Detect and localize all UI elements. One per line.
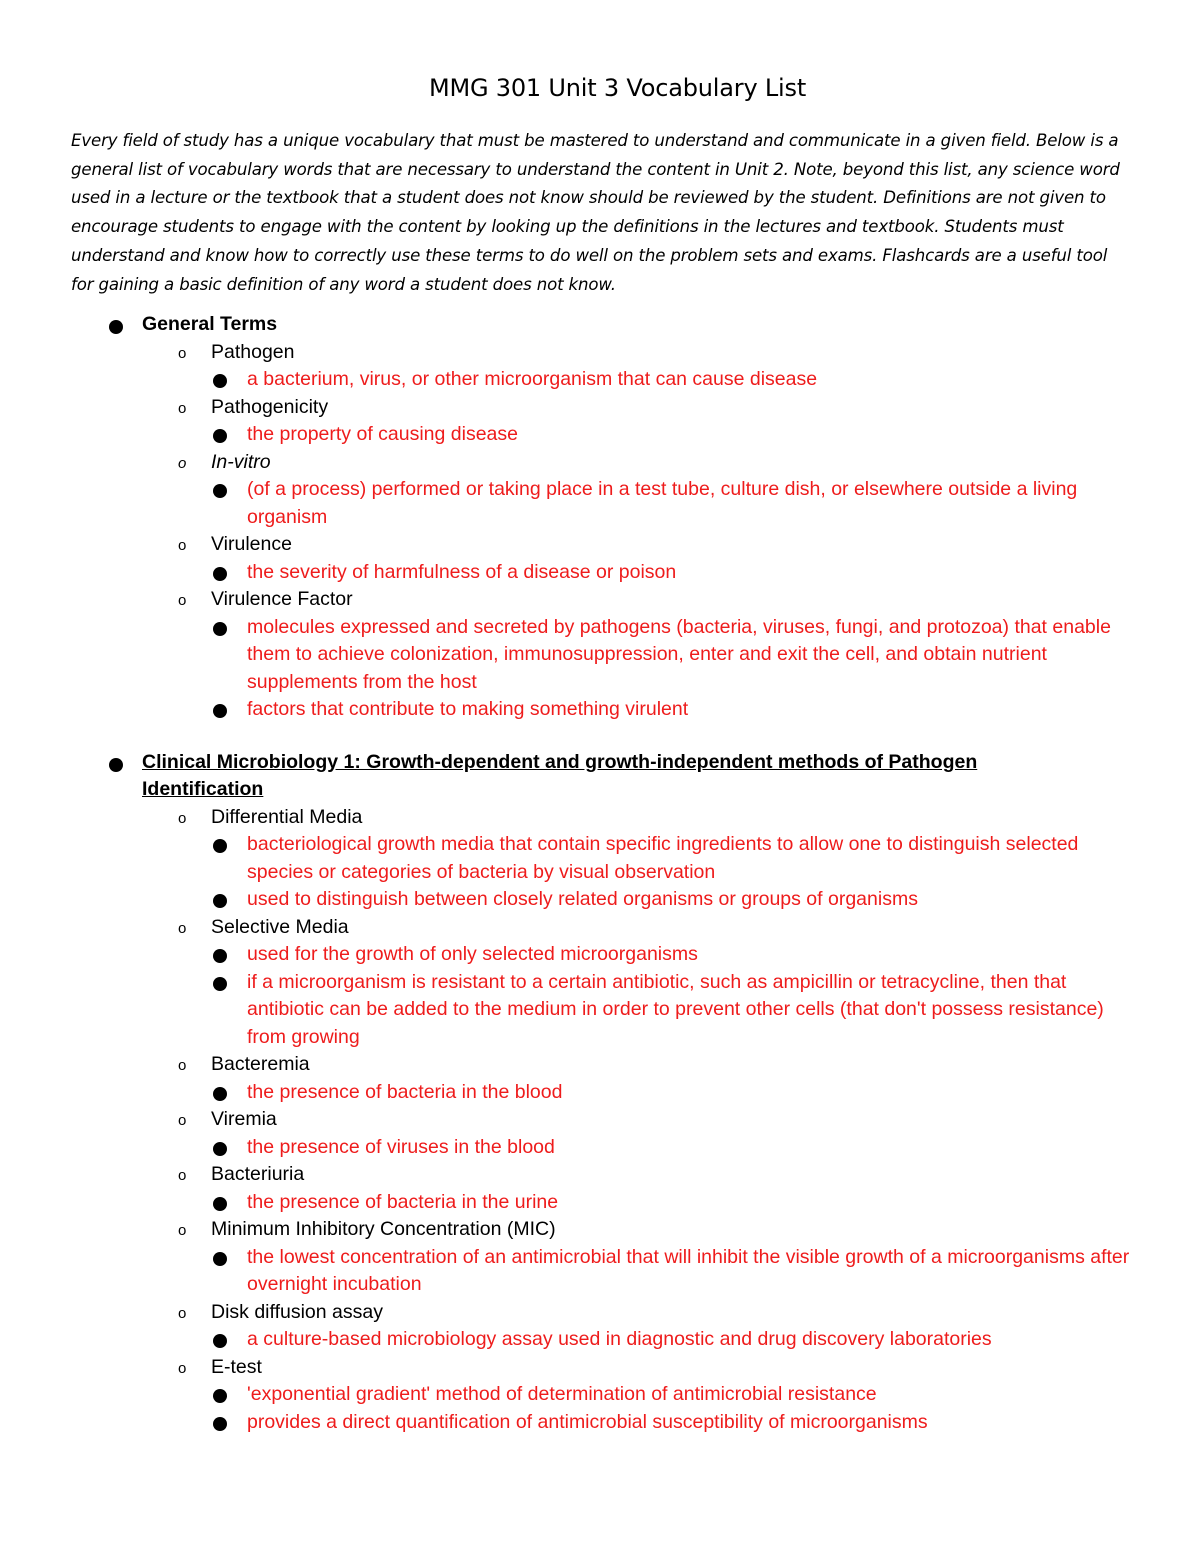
- definition-text: 'exponential gradient' method of determination of antimicrobial resistance: [247, 1383, 877, 1405]
- vocab-term: [0, 449, 1200, 477]
- sub-bullet-icon: o: [178, 399, 187, 417]
- definition-item: [0, 476, 1137, 531]
- definition-item: [0, 1079, 1137, 1107]
- definition-item: [0, 696, 1137, 724]
- vocab-term-text: Bacteremia: [211, 1053, 310, 1075]
- vocab-term-text: Virulence: [211, 533, 292, 555]
- vocab-term-text: Selective Media: [211, 915, 349, 938]
- definition-item: [0, 1409, 1137, 1437]
- vocab-term: [0, 1216, 1200, 1244]
- vocab-section: [0, 749, 1200, 1437]
- vocab-term-text: Minimum Inhibitory Concentration (MIC): [211, 1218, 556, 1240]
- bullet-icon: [213, 949, 227, 963]
- definition-item: [0, 614, 1137, 697]
- bullet-icon: [213, 1252, 227, 1266]
- definition-item: [0, 366, 1137, 394]
- bullet-icon: [109, 320, 123, 334]
- definition-text: the presence of bacteria in the blood: [247, 1080, 563, 1103]
- sub-bullet-icon: o: [178, 1359, 187, 1377]
- vocab-term: [0, 914, 1200, 942]
- vocab-term-text: Pathogenicity: [211, 395, 329, 418]
- definition-item: [0, 886, 1137, 914]
- definition-item: [0, 969, 1137, 1052]
- definition-text: (of a process) performed or taking place in a test tube, culture dish, or elsewhere outside a living organism: [247, 478, 1078, 528]
- definition-item: [0, 1326, 1137, 1354]
- vocab-term: [0, 1161, 1200, 1189]
- vocab-term-text: Differential Media: [211, 805, 363, 828]
- bullet-icon: [213, 1334, 227, 1348]
- section-heading: [0, 749, 1082, 804]
- intro-paragraph: Every field of study has a unique vocabulary that must be mastered to understand and communicate in a given field. Below is a general list of vocabulary words that are necessary to understand the content in Unit 2. Note, beyond this list, any science word used in a lecture or the textbook that a student does not know should be reviewed by the student. Definitions are not given to encourage students to engage with the content by looking up the definitions in the lectures and textbook. Students must understand and know how to correctly use these terms to do well on the problem sets and exams. Flashcards are a useful tool for gaining a basic definition of any word a student does not know.: [71, 131, 1120, 294]
- bullet-icon: [213, 894, 227, 908]
- definition-item: [0, 831, 1137, 886]
- vocab-term: [0, 339, 1200, 367]
- vocab-term-text: In-vitro: [211, 450, 271, 473]
- vocab-term: [0, 394, 1200, 422]
- vocab-term: [0, 586, 1200, 614]
- vocabulary-outline: [0, 311, 1200, 1436]
- sub-bullet-icon: o: [178, 1222, 187, 1239]
- definition-text: a culture-based microbiology assay used in diagnostic and drug discovery laboratories: [247, 1328, 992, 1350]
- sub-bullet-icon: o: [178, 1112, 187, 1129]
- bullet-icon: [213, 374, 227, 388]
- sub-bullet-icon: o: [178, 454, 187, 472]
- bullet-icon: [109, 758, 123, 772]
- definition-text: provides a direct quantification of antimicrobial susceptibility of microorganisms: [247, 1410, 928, 1433]
- definition-item: [0, 1244, 1137, 1299]
- vocab-term-text: E-test: [211, 1355, 262, 1378]
- sub-bullet-icon: o: [178, 344, 187, 362]
- section-heading-text: Clinical Microbiology 1: Growth-dependent and growth-independent methods of Pathogen Identification: [142, 750, 978, 800]
- definition-item: [0, 559, 1137, 587]
- definition-text: the lowest concentration of an antimicrobial that will inhibit the visible growth of a microorganisms after overnight incubation: [247, 1245, 1130, 1295]
- definition-text: molecules expressed and secreted by pathogens (bacteria, viruses, fungi, and protozoa) that enable them to achieve colonization, immunosuppression, enter and exit the cell, and obtain nutrient supplements from the host: [247, 615, 1111, 693]
- bullet-icon: [213, 1389, 227, 1403]
- bullet-icon: [213, 567, 227, 581]
- definition-text: used for the growth of only selected microorganisms: [247, 943, 698, 965]
- definition-text: used to distinguish between closely related organisms or groups of organisms: [247, 888, 918, 910]
- definition-text: factors that contribute to making something virulent: [247, 698, 689, 720]
- definition-item: [0, 941, 1137, 969]
- vocab-term: [0, 531, 1200, 559]
- definition-text: the presence of bacteria in the urine: [247, 1190, 559, 1213]
- vocab-term-text: Disk diffusion assay: [211, 1300, 383, 1323]
- sub-bullet-icon: o: [178, 919, 187, 937]
- bullet-icon: [213, 1417, 227, 1431]
- sub-bullet-icon: o: [178, 809, 187, 827]
- sub-bullet-icon: o: [178, 1057, 187, 1074]
- vocab-term: [0, 1106, 1200, 1134]
- vocab-term-text: Viremia: [211, 1108, 277, 1130]
- bullet-icon: [213, 1087, 227, 1101]
- vocab-term: [0, 804, 1200, 832]
- vocab-term-text: Bacteriuria: [211, 1163, 305, 1185]
- vocab-term: [0, 1051, 1200, 1079]
- vocab-term-text: Pathogen: [211, 340, 295, 363]
- bullet-icon: [213, 622, 227, 636]
- section-heading: [0, 311, 1082, 339]
- definition-text: the property of causing disease: [247, 423, 519, 445]
- sub-bullet-icon: o: [178, 1304, 187, 1322]
- bullet-icon: [213, 839, 227, 853]
- page-title: MMG 301 Unit 3 Vocabulary List: [428, 74, 807, 102]
- definition-item: [0, 1189, 1137, 1217]
- definition-item: [0, 421, 1137, 449]
- bullet-icon: [213, 429, 227, 443]
- definition-text: if a microorganism is resistant to a certain antibiotic, such as ampicillin or tetracycline, then that antibiotic can be added to the medium in order to prevent other cells (that don't possess resistance) from growing: [247, 970, 1104, 1048]
- definition-text: the severity of harmfulness of a disease or poison: [247, 560, 677, 583]
- sub-bullet-icon: o: [178, 537, 187, 554]
- vocab-section: [0, 311, 1200, 724]
- definition-text: bacteriological growth media that contain specific ingredients to allow one to distinguish selected species or categories of bacteria by visual observation: [247, 833, 1079, 883]
- bullet-icon: [213, 1197, 227, 1211]
- bullet-icon: [213, 704, 227, 718]
- section-heading-text: General Terms: [142, 313, 278, 335]
- vocab-term: [0, 1354, 1200, 1382]
- bullet-icon: [213, 1142, 227, 1156]
- definition-text: the presence of viruses in the blood: [247, 1135, 555, 1158]
- bullet-icon: [213, 977, 227, 991]
- bullet-icon: [213, 484, 227, 498]
- sub-bullet-icon: o: [178, 592, 187, 609]
- sub-bullet-icon: o: [178, 1167, 187, 1184]
- definition-item: [0, 1381, 1137, 1409]
- definition-text: a bacterium, virus, or other microorganism that can cause disease: [247, 368, 818, 390]
- vocab-term-text: Virulence Factor: [211, 588, 353, 610]
- definition-item: [0, 1134, 1137, 1162]
- vocab-term: [0, 1299, 1200, 1327]
